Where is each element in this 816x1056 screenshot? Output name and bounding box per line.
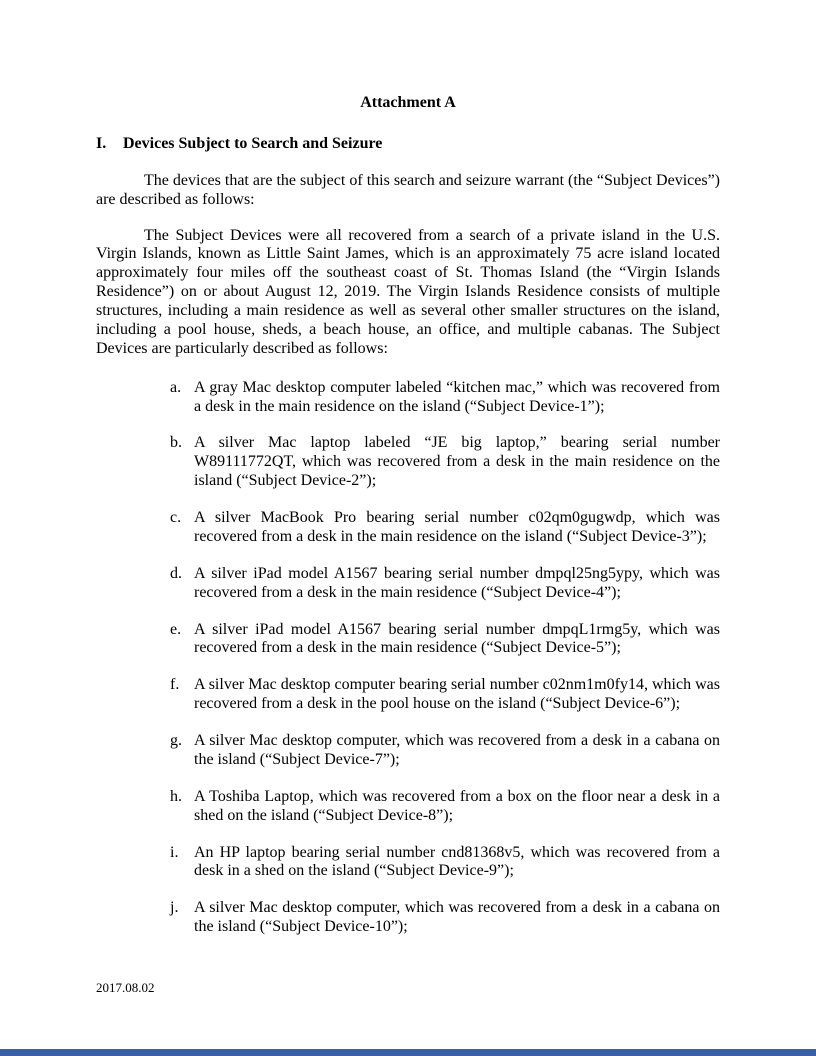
device-label: b. [170, 434, 182, 452]
device-item-j [170, 899, 720, 937]
device-label: i. [170, 843, 179, 861]
device-label: e. [170, 620, 182, 638]
section-number: I. [96, 134, 107, 152]
device-text: A silver Mac desktop computer, which was recovered from a desk in a cabana on the island (“Subject Device-7”); [194, 732, 720, 768]
device-label: h. [170, 787, 182, 805]
device-item-c [170, 509, 720, 547]
device-text: A silver iPad model A1567 bearing serial number dmpql25ng5ypy, which was recovered from a desk in the main residence (“Subject Device-4”); [194, 564, 720, 601]
device-item-e [170, 621, 720, 659]
page-footer-date: 2017.08.02 [96, 980, 155, 995]
description-paragraph: The Subject Devices were all recovered from a search of a private island in the U.S. Virgin Islands, known as Little Saint James, which is an approximately 75 acre island located approximately four miles off the southeast coast of St. Thomas Island (the “Virgin Islands Residence”) on or about August 12, 2019. The Virgin Islands Residence consists of multiple structures, including a main residence as well as several other smaller structures on the island, including a pool house, sheds, a beach house, an office, and multiple cabanas. The Subject Devices are particularly described as follows: [96, 226, 720, 357]
device-label: f. [170, 676, 180, 694]
device-item-b [170, 434, 720, 491]
device-item-f [170, 676, 720, 714]
device-label: j. [170, 899, 179, 917]
device-item-d [170, 565, 720, 603]
device-text: A gray Mac desktop computer labeled “kitchen mac,” which was recovered from a desk in the main residence on the island (“Subject Device-1”); [194, 378, 720, 415]
section-heading-text: Devices Subject to Search and Seizure [123, 134, 383, 152]
device-label: c. [170, 509, 182, 526]
device-label: a. [170, 378, 182, 396]
section-heading [96, 135, 720, 154]
device-text: A silver Mac laptop labeled “JE big laptop,” bearing serial number W89111772QT, which was recovered from a desk in the main residence on the island (“Subject Device-2”); [194, 434, 720, 490]
intro-paragraph: The devices that are the subject of this search and seizure warrant (the “Subject Devices”) are described as follows: [96, 171, 720, 208]
device-text: An HP laptop bearing serial number cnd81368v5, which was recovered from a desk in a shed on the island (“Subject Device-9”); [194, 843, 720, 880]
bottom-blue-bar [0, 1049, 816, 1056]
device-text: A silver iPad model A1567 bearing serial number dmpqL1rmg5y, which was recovered from a desk in the main residence (“Subject Device-5”); [194, 620, 720, 657]
device-label: g. [170, 732, 182, 749]
device-label: d. [170, 564, 182, 582]
device-text: A silver Mac desktop computer bearing serial number c02nm1m0fy14, which was recovered from a desk in the pool house on the island (“Subject Device-6”); [194, 676, 720, 713]
device-item-i [170, 844, 720, 882]
device-text: A silver Mac desktop computer, which was recovered from a desk in a cabana on the island (“Subject Device-10”); [194, 899, 720, 936]
device-list [170, 379, 720, 937]
device-item-a [170, 379, 720, 417]
device-item-g [170, 732, 720, 770]
document-title: Attachment A [360, 94, 456, 111]
device-item-h [170, 788, 720, 826]
device-text: A Toshiba Laptop, which was recovered from a box on the floor near a desk in a shed on the island (“Subject Device-8”); [194, 787, 720, 824]
document-content [96, 94, 720, 955]
device-text: A silver MacBook Pro bearing serial number c02qm0gugwdp, which was recovered from a desk in the main residence on the island (“Subject Device-3”); [194, 509, 720, 545]
